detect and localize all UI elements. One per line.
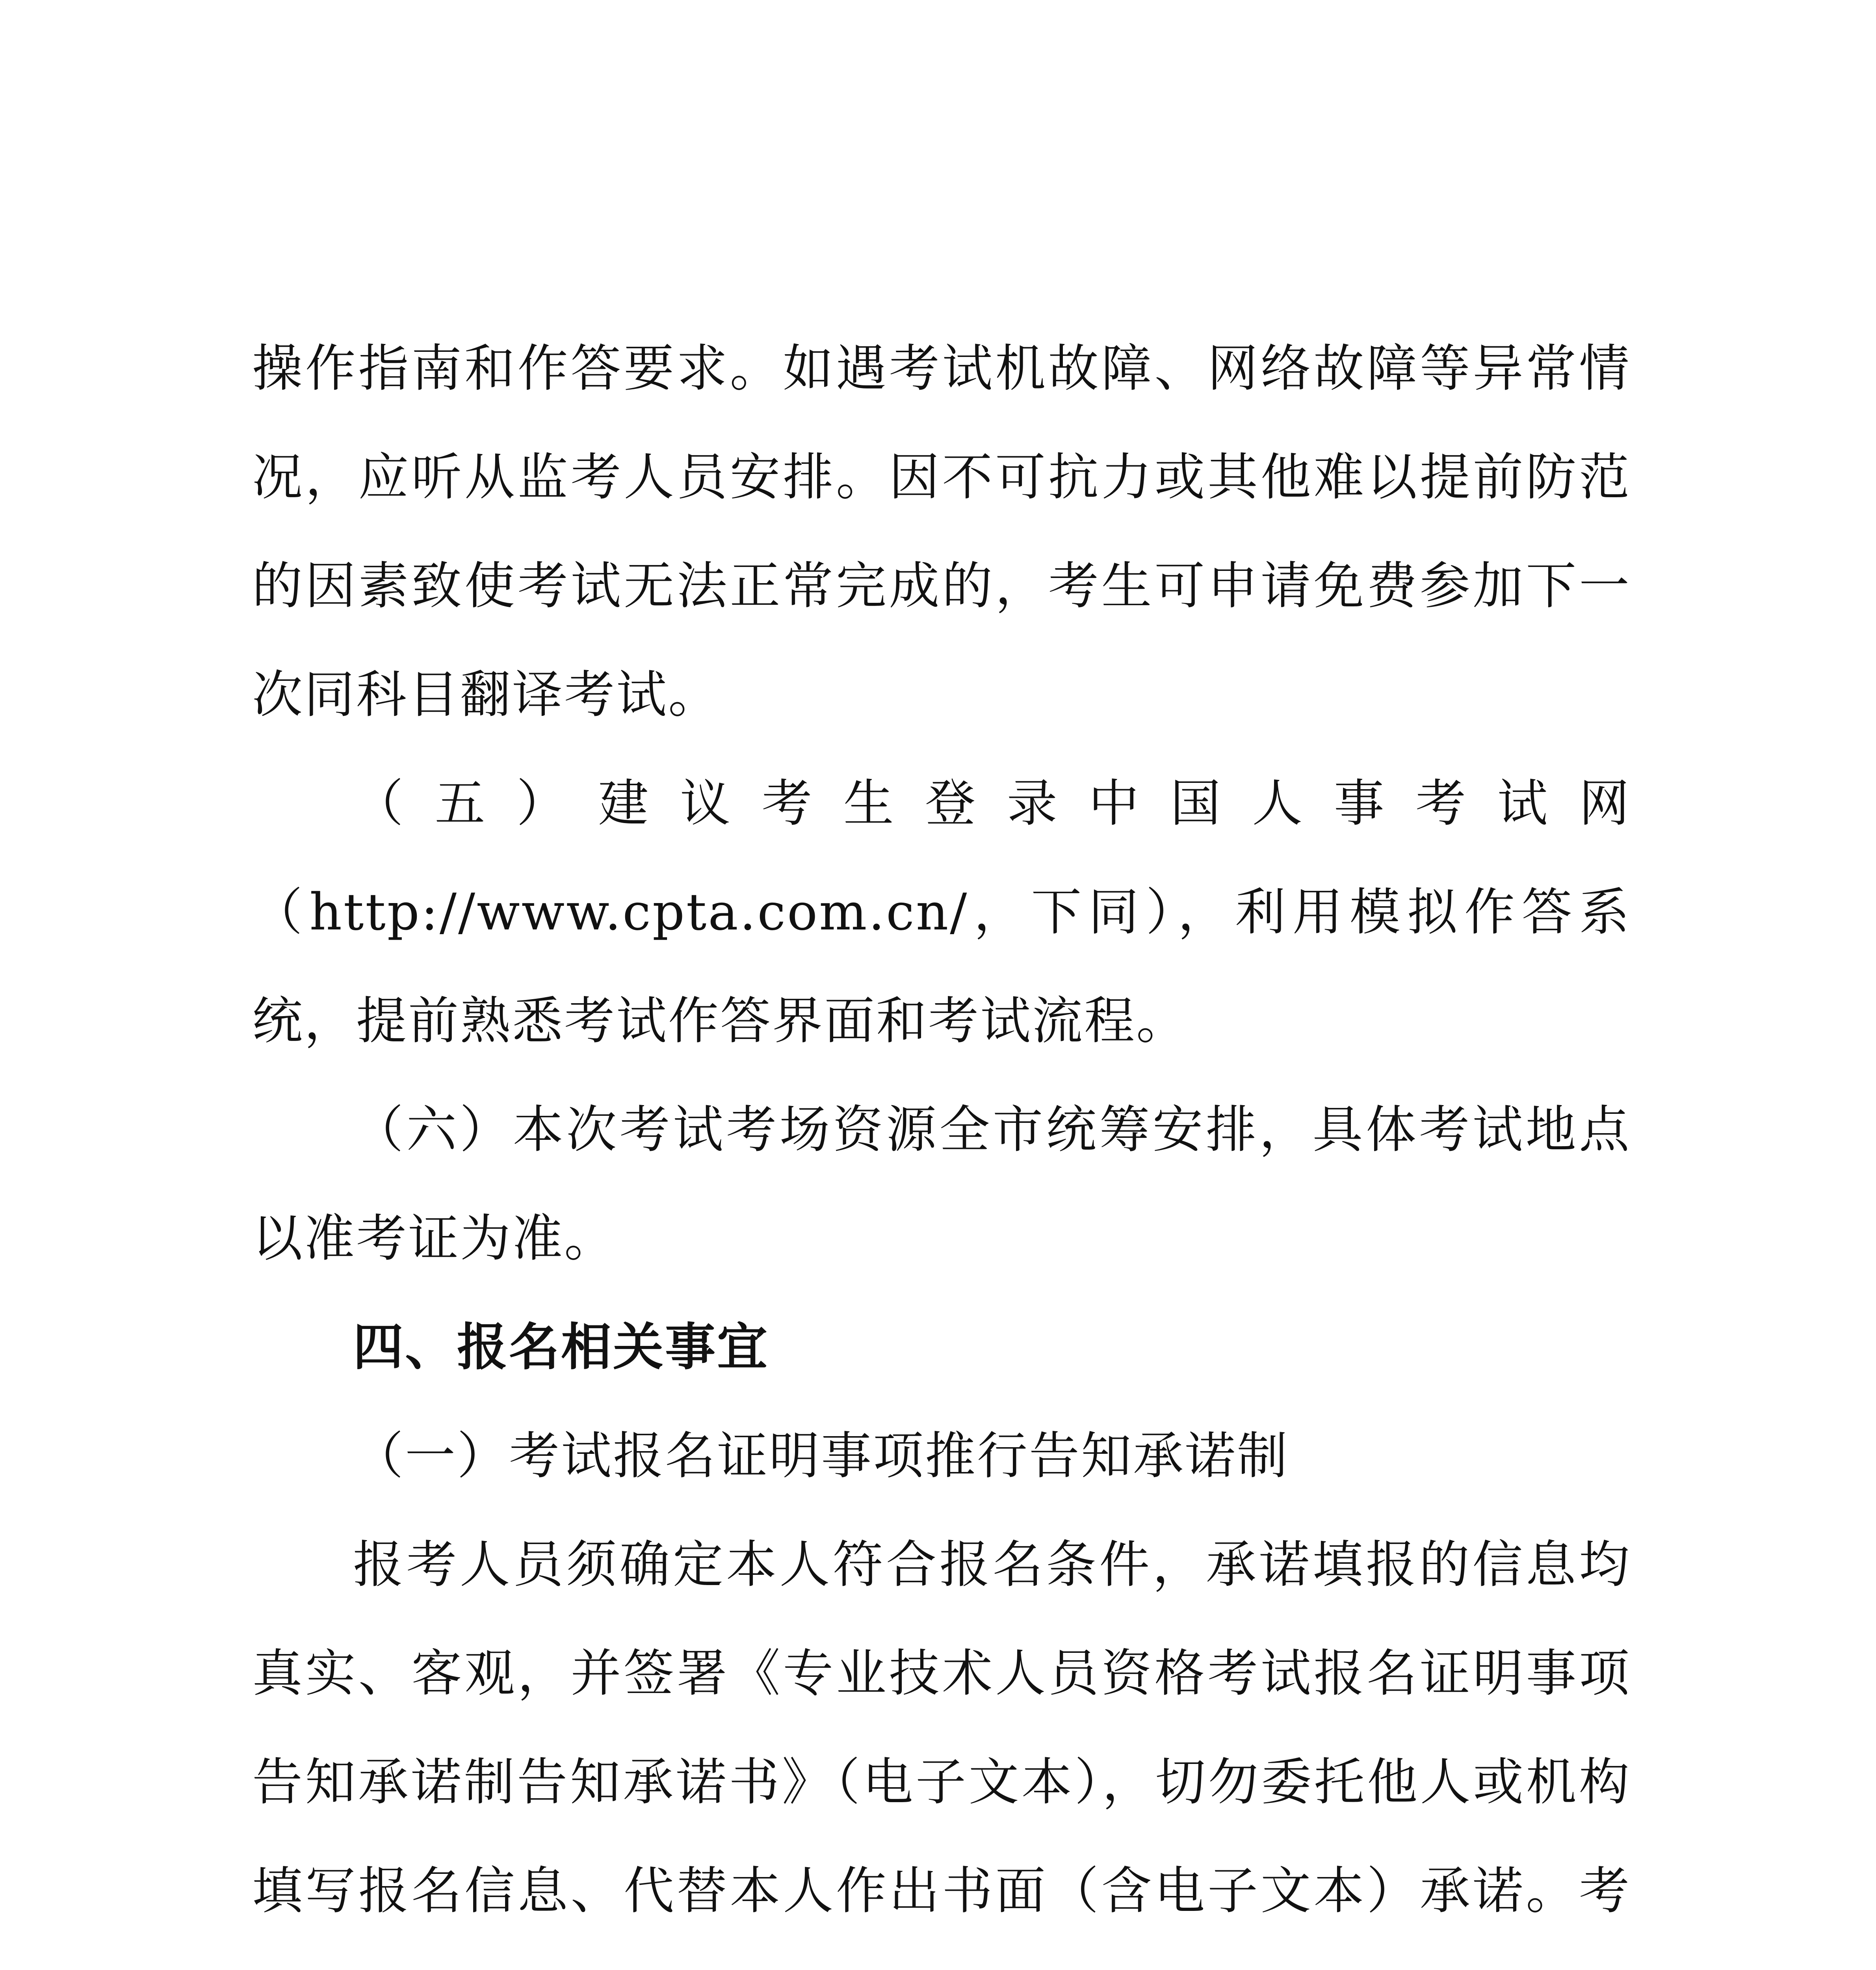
paragraph-commitment: 报考人员须确定本人符合报名条件，承诺填报的信息均真实、客观，并签署《专业技术人员资格考试报名证明事项告知承诺制告知承诺书》（电子文本），切勿委托他人或机构填写报名信息、代替本人作出书面（含电子文本）承诺。考 bbox=[252, 1535, 1631, 1920]
section-heading: 四、报名相关事宜 bbox=[353, 1318, 769, 1377]
paragraph-continuation: 操作指南和作答要求。如遇考试机故障、网络故障等异常情况，应听从监考人员安排。因不可抗力或其他难以提前防范的因素致使考试无法正常完成的，考生可申请免费参加下一次同科目翻译考试。 bbox=[252, 339, 1631, 724]
document-body bbox=[252, 314, 1631, 1970]
subsection-heading-1: （一）考试报名证明事项推行告知承诺制 bbox=[353, 1427, 1289, 1485]
paragraph-item-5: （五）建议考生登录中国人事考试网（http://www.cpta.com.cn/，下同），利用模拟作答系统，提前熟悉考试作答界面和考试流程。 bbox=[252, 774, 1631, 1050]
paragraph-item-6: （六）本次考试考场资源全市统筹安排，具体考试地点以准考证为准。 bbox=[252, 1100, 1631, 1268]
